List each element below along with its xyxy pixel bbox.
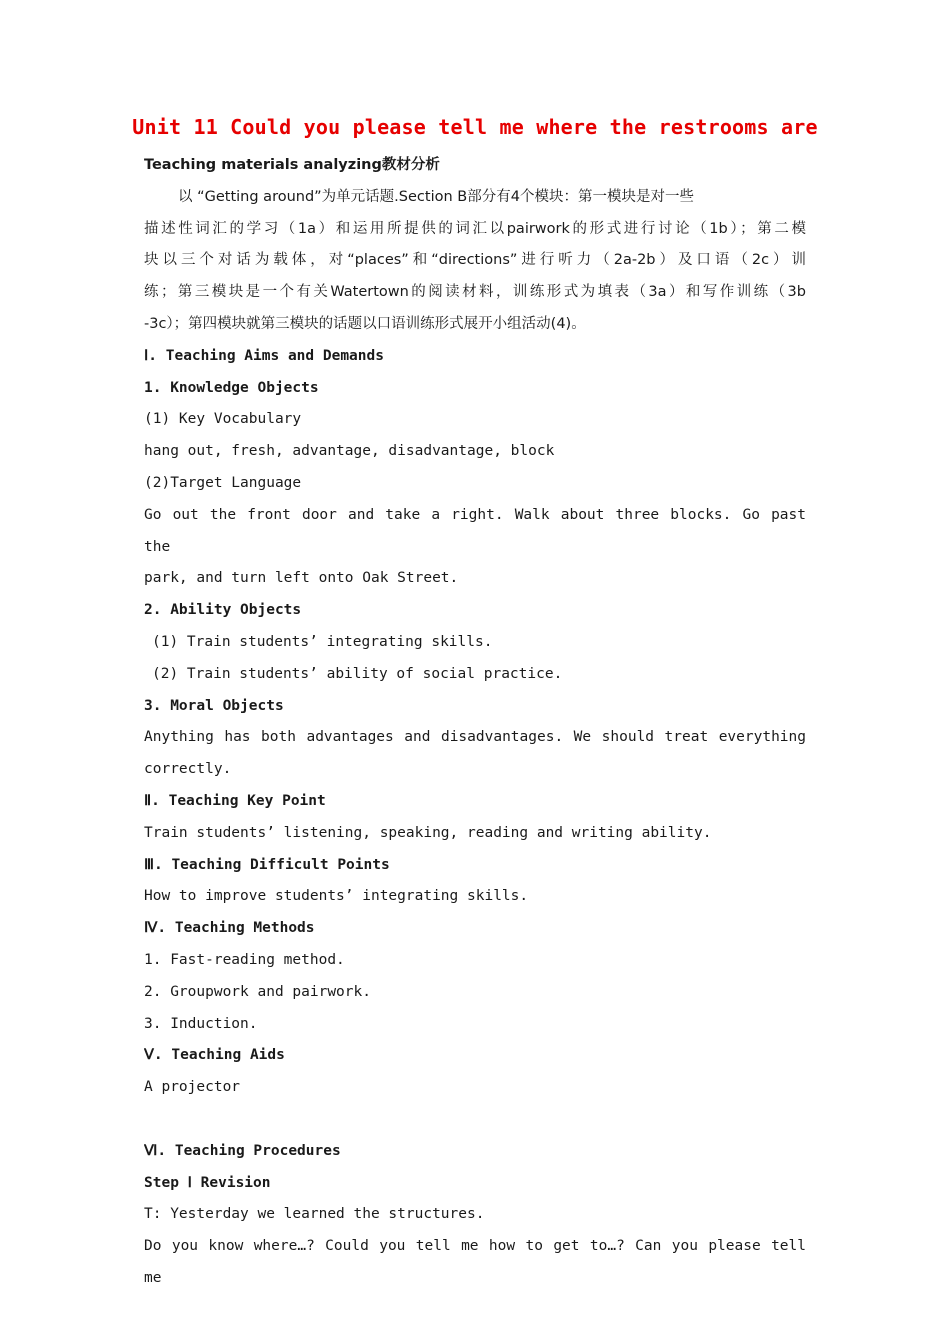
target-label: (2)Target Language [144, 474, 302, 491]
procedures-heading: Ⅵ. Teaching Procedures [144, 1142, 341, 1159]
step-heading: Step Ⅰ Revision [144, 1174, 271, 1191]
moral-text: Anything has both advantages and disadvantages. We should treat everything [144, 729, 806, 746]
method-item: 2. Groupwork and pairwork. [144, 983, 371, 1000]
difficult-heading: Ⅲ. Teaching Difficult Points [144, 856, 390, 873]
materials-line: -3c）；第四模块就第三模块的话题以口语训练形式展开小组活动(4)。 [144, 315, 586, 332]
materials-line: 练；第三模块是一个有关Watertown的阅读材料，训练形式为填表（3a）和写作训练（3b [144, 284, 806, 301]
knowledge-heading: 1. Knowledge Objects [144, 379, 319, 396]
method-item: 3. Induction. [144, 1015, 258, 1032]
vocab-text: hang out, fresh, advantage, disadvantage, block [144, 443, 555, 460]
materials-line: 以 “Getting around”为单元话题.Section B部分有4个模块：第一模块是对一些 [178, 188, 694, 205]
materials-heading: Teaching materials analyzing教材分析 [144, 157, 440, 173]
aids-heading: Ⅴ. Teaching Aids [144, 1047, 285, 1064]
ability-item: (2) Train students’ ability of social practice. [152, 665, 563, 682]
moral-heading: 3. Moral Objects [144, 697, 284, 714]
ability-heading: 2. Ability Objects [144, 602, 302, 619]
ability-item: (1) Train students’ integrating skills. [152, 633, 493, 650]
materials-line: 描述性词汇的学习（1a）和运用所提供的词汇以pairwork的形式进行讨论（1b）；第二模 [144, 220, 806, 237]
document-title: Unit 11 Could you please tell me where the restrooms are [132, 115, 818, 139]
method-item: 1. Fast-reading method. [144, 951, 345, 968]
aims-heading: Ⅰ. Teaching Aims and Demands [144, 347, 384, 364]
key-point-text: Train students’ listening, speaking, reading and writing ability. [144, 824, 712, 841]
procedure-text: Do you know where…? Could you tell me how to get to…? Can you please tell me [144, 1238, 806, 1286]
document-body [144, 150, 806, 1295]
target-text: Go out the front door and take a right. Walk about three blocks. Go past the [144, 506, 806, 555]
materials-line: 块以三个对话为载体，对“places”和“directions”进行听力（2a-2b）及口语（2c）训 [144, 252, 806, 269]
moral-text: correctly. [144, 761, 232, 778]
difficult-text: How to improve students’ integrating skills. [144, 888, 529, 905]
methods-heading: Ⅳ. Teaching Methods [144, 920, 315, 937]
key-point-heading: Ⅱ. Teaching Key Point [144, 792, 326, 809]
vocab-label: (1) Key Vocabulary [144, 411, 302, 428]
procedure-text: T: Yesterday we learned the structures. [144, 1206, 485, 1223]
target-text: park, and turn left onto Oak Street. [144, 570, 459, 587]
blank-line [144, 1104, 806, 1136]
aids-text: A projector [144, 1079, 241, 1096]
